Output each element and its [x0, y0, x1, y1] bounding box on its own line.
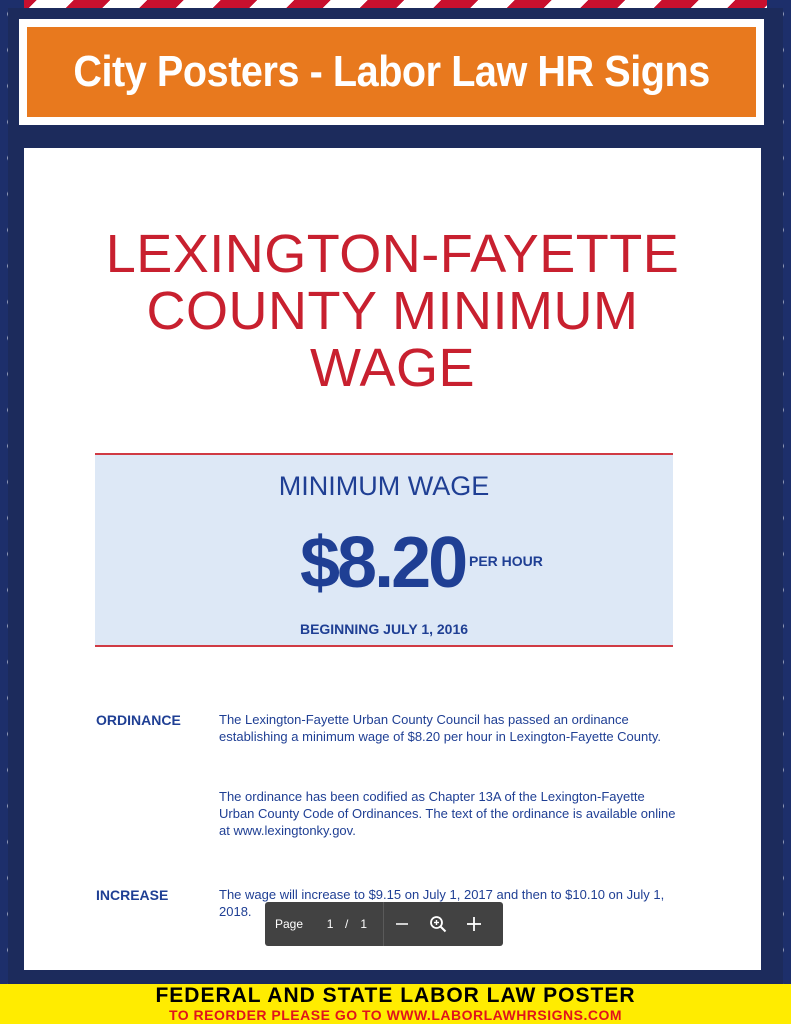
minus-icon — [395, 917, 409, 931]
magnifier-icon — [429, 915, 447, 933]
wage-heading: MINIMUM WAGE — [278, 471, 490, 501]
header-title: City Posters - Labor Law HR Signs — [73, 47, 710, 96]
poster-document — [24, 148, 761, 970]
ordinance-paragraph-1: The Lexington-Fayette Urban County Council has passed an ordinance establishing a minimum wage of $8.20 per hour in Lexington-Fayette County. — [219, 712, 662, 744]
zoom-button[interactable] — [420, 902, 456, 946]
poster-title-line-1: LEXINGTON-FAYETTE — [105, 224, 680, 284]
increase-paragraph: The wage will increase to $9.15 on July 1, 2017 and then to $10.10 on July 1, 2018. — [219, 887, 665, 919]
footer-reorder-link[interactable]: TO REORDER PLEASE GO TO WWW.LABORLAWHRSIGNS.COM — [168, 1007, 623, 1023]
poster-title-line-2: COUNTY MINIMUM — [146, 281, 639, 341]
page-label: Page — [275, 917, 304, 931]
header-orange-panel — [27, 27, 756, 117]
plus-icon — [466, 916, 482, 932]
wage-amount: $8.20 — [300, 523, 466, 603]
wage-unit: PER HOUR — [469, 553, 543, 569]
ordinance-paragraph-2: The ordinance has been codified as Chapter 13A of the Lexington-Fayette Urban County Code of Ordinances. The text of the ordinance is available online at www.lexingtonky.gov. — [219, 789, 676, 838]
poster-title-line-3: WAGE — [309, 338, 475, 398]
minimum-wage-box — [95, 453, 673, 647]
total-pages: 1 — [360, 917, 368, 931]
zoom-in-button[interactable] — [456, 902, 492, 946]
ordinance-label: ORDINANCE — [96, 712, 181, 728]
page-separator: / — [345, 917, 349, 931]
pdf-viewer-toolbar — [265, 902, 503, 946]
footer-title: FEDERAL AND STATE LABOR LAW POSTER — [155, 984, 636, 1007]
increase-label: INCREASE — [96, 887, 169, 903]
wage-effective-date: BEGINNING JULY 1, 2016 — [299, 621, 469, 637]
header-banner — [16, 16, 767, 128]
zoom-out-button[interactable] — [384, 902, 420, 946]
footer-banner — [0, 984, 791, 1024]
current-page-input[interactable]: 1 — [326, 917, 334, 931]
poster-title — [24, 226, 761, 397]
